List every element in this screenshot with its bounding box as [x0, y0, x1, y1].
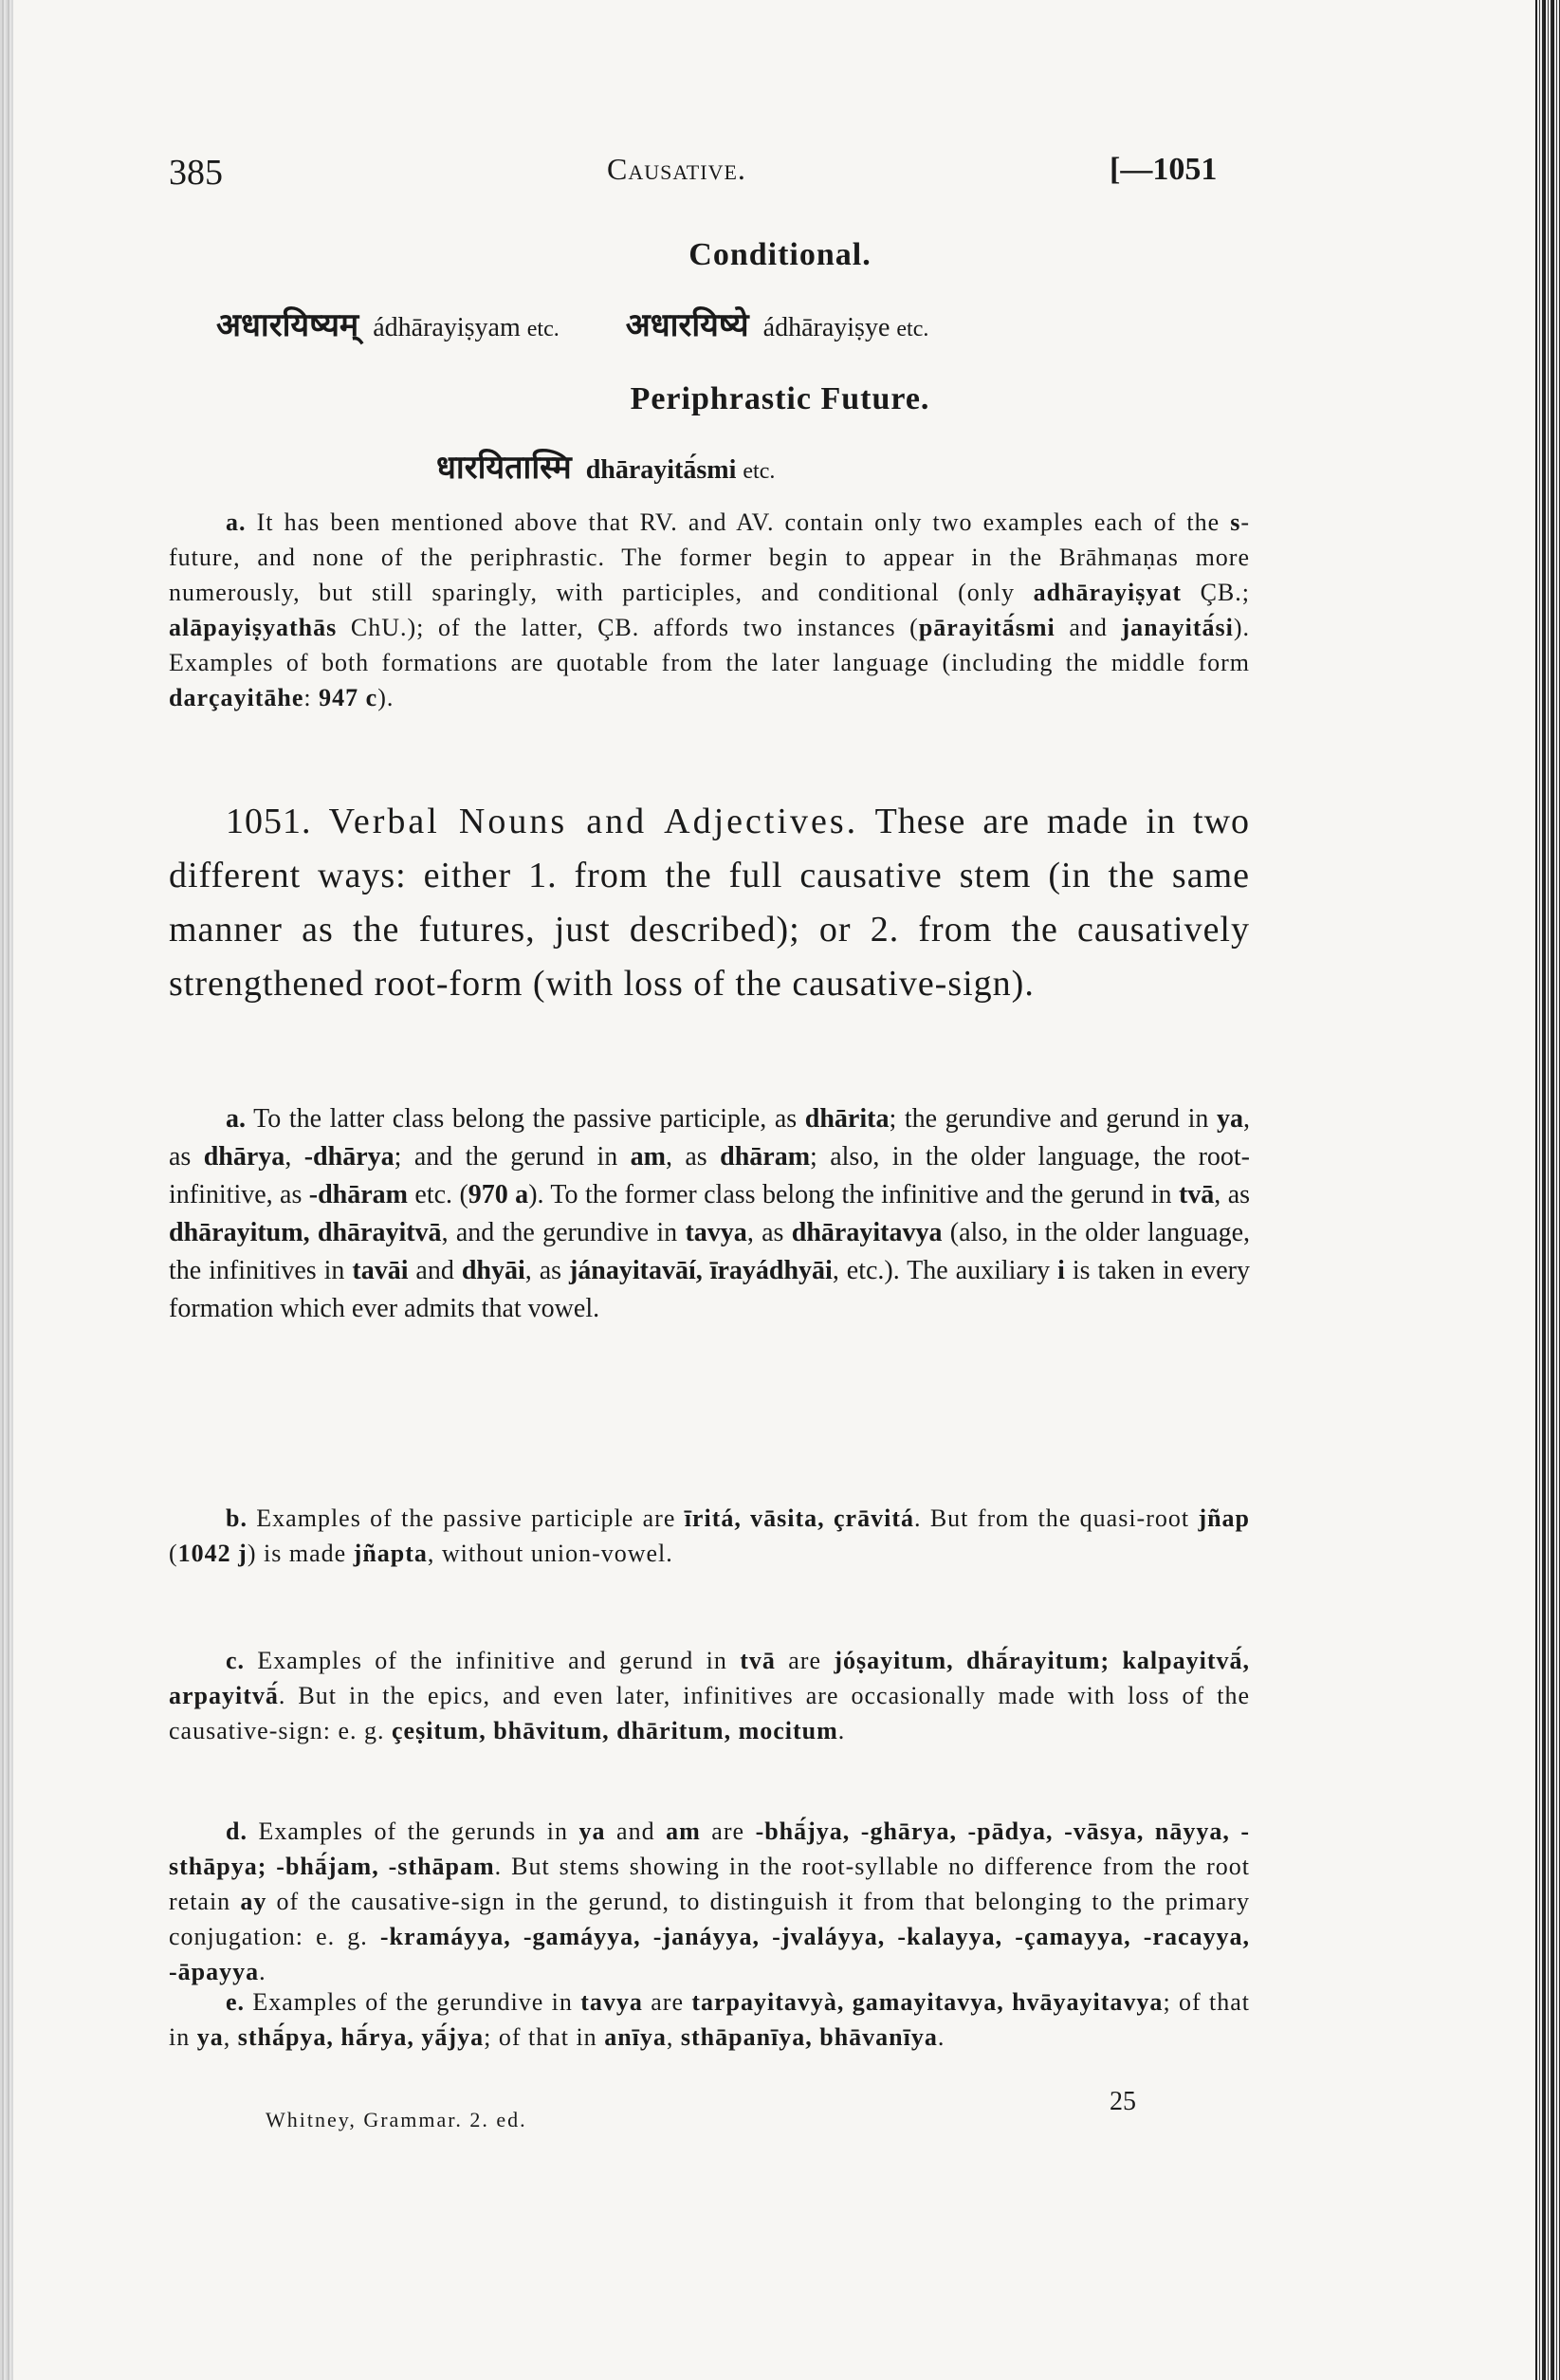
text: , — [223, 2023, 238, 2051]
paragraph-e — [169, 1984, 1250, 2055]
term: -kramáyya, -gamáyya, -janáyya, -jvaláyya, -kalayya, -çamayya, -racayya, -āpayya — [169, 1923, 1251, 1985]
paragraph-marker: d. — [226, 1817, 248, 1845]
text: (also, in the older language, the infinitives in — [169, 1218, 1251, 1285]
term: dhārita — [804, 1104, 890, 1134]
text: , as — [1214, 1180, 1251, 1209]
page-number: 385 — [169, 153, 223, 193]
text: . — [937, 2023, 945, 2051]
term: tavya — [685, 1218, 747, 1247]
term: dhārayitum, dhārayitvā — [169, 1218, 442, 1247]
term: janayitā́si — [1121, 614, 1234, 641]
paragraph-marker: a. — [226, 508, 247, 536]
text: . But stems showing in the root-syllable no difference from the root retain — [169, 1853, 1250, 1915]
text: , etc.). The auxiliary — [832, 1256, 1058, 1285]
text: , and the gerundive in — [441, 1218, 686, 1247]
paragraph-marker: b. — [226, 1504, 248, 1532]
scan-edge-right — [1535, 0, 1560, 2380]
term: am — [630, 1142, 666, 1172]
note-a-paragraph — [169, 505, 1250, 715]
section-1051-paragraph — [169, 795, 1250, 1011]
text: etc. ( — [408, 1180, 468, 1209]
etc-label: etc. — [743, 459, 776, 484]
paragraph-marker: c. — [226, 1647, 246, 1674]
term: ya — [1217, 1104, 1244, 1134]
text: are — [700, 1817, 756, 1845]
term: 1042 j — [177, 1540, 248, 1567]
term: çeṣitum, bhāvitum, dhāritum, mocitum — [392, 1717, 838, 1744]
term: -dhārya — [303, 1142, 395, 1172]
scan-edge-left — [0, 0, 13, 2380]
text: ( — [169, 1540, 178, 1567]
footer-imprint: Whitney, Grammar. 2. ed. — [266, 2108, 527, 2131]
text: and — [408, 1256, 462, 1285]
section-title: Verbal Nouns and Adjectives. — [328, 802, 859, 841]
term: jóṣayitum, dhā́rayitum; kalpayitvā́, arpayitvā́ — [169, 1647, 1250, 1709]
text: . But from the quasi-root — [913, 1504, 1199, 1532]
text: , as — [524, 1256, 569, 1285]
term: tvā — [1178, 1180, 1215, 1209]
text: ; of that in — [484, 2023, 605, 2051]
paragraph-a — [169, 1100, 1250, 1328]
text: ). To the former class belong the infinitive and the gerund in — [528, 1180, 1179, 1209]
term: dhārayitavya — [791, 1218, 943, 1247]
term: tavāi — [352, 1256, 409, 1285]
term: anīya — [604, 2023, 667, 2051]
term: pārayitā́smi — [918, 614, 1055, 641]
term: tarpayitavyà, gamayitavya, hvāyayitavya — [691, 1988, 1164, 2016]
text: ; also, in the older language, the root-infinitive, as — [169, 1142, 1250, 1209]
term: dhārya — [203, 1142, 285, 1172]
term: 970 a — [468, 1180, 529, 1209]
term: jánayitavāí, īrayádhyāi — [568, 1256, 833, 1285]
paragraph-d — [169, 1814, 1250, 1989]
devanagari-form: धारयितास्मि — [436, 449, 572, 487]
term: alāpayiṣyathās — [169, 614, 338, 641]
text: . — [837, 1717, 846, 1744]
text: of the causative-sign in the gerund, to distinguish it from that belonging to the primary conjugation: e. g. — [169, 1888, 1250, 1950]
text: , without union-vowel. — [427, 1540, 673, 1567]
text: , as — [665, 1142, 721, 1172]
conditional-form-2 — [626, 302, 929, 345]
etc-label: etc. — [896, 317, 929, 341]
text: ) is made — [247, 1540, 354, 1567]
transliteration: ádhārayiṣye — [762, 313, 890, 342]
text: -future, and none of the periphrastic. The former begin to appear in the Brāhmaṇas more numerously, but still sparingly, with participles, and conditional (only — [169, 508, 1251, 606]
term: īritá, vāsita, çrāvitá — [684, 1504, 914, 1532]
term: sthā́pya, hā́rya, yā́jya — [237, 2023, 485, 2051]
term: tvā — [740, 1647, 776, 1674]
text: and — [605, 1817, 667, 1845]
term: dhyāi — [461, 1256, 525, 1285]
text: , — [666, 2023, 681, 2051]
etc-label: etc. — [526, 317, 560, 341]
term: adhārayiṣyat — [1033, 579, 1183, 606]
term: -bhā́jya, -ghārya, -pādya, -vāsya, nāyya, -sthāpya; -bhā́jam, -sthāpam — [169, 1817, 1250, 1880]
conditional-form-1 — [216, 302, 560, 345]
text: To the latter class belong the passive participle, as — [246, 1104, 805, 1134]
devanagari-form: अधारयिष्यम् — [216, 306, 359, 344]
term: jñap — [1198, 1504, 1251, 1532]
text: ). Examples of both formations are quotable from the later language (including the middle form — [169, 614, 1250, 676]
text: ; the gerundive and gerund in — [889, 1104, 1218, 1134]
text: . — [259, 1958, 266, 1985]
term: jñapta — [353, 1540, 428, 1567]
term: tavya — [580, 1988, 643, 2016]
paragraph-marker: a. — [226, 1104, 246, 1134]
text: , as — [746, 1218, 792, 1247]
term: s — [1230, 508, 1241, 536]
conditional-forms — [216, 302, 1278, 345]
term: ya — [196, 2023, 224, 2051]
running-title: Causative. — [607, 152, 746, 186]
devanagari-form: अधारयिष्ये — [625, 306, 749, 344]
text: Examples of the gerunds in — [247, 1817, 579, 1845]
text: Examples of the infinitive and gerund in — [245, 1647, 741, 1674]
text: are — [642, 1988, 692, 2016]
transliteration: ádhārayiṣyam — [373, 313, 521, 342]
transliteration: dhārayitā́smi — [585, 455, 737, 485]
term: i — [1057, 1256, 1065, 1285]
term: ay — [240, 1888, 267, 1915]
text: ). — [377, 684, 395, 711]
text: , as — [169, 1104, 1251, 1172]
paragraph-c — [169, 1643, 1250, 1748]
text: It has been mentioned above that RV. and AV. contain only two examples each of the — [256, 508, 1231, 536]
section-text: These are made in two different ways: either 1. from the full causative stem (in the same manner as the futures, just described); or 2. from the causatively strengthened root-form (with loss of the causative-sign). — [169, 802, 1251, 1004]
section-number: 1051. — [226, 802, 312, 841]
text: : — [303, 684, 320, 711]
periphrastic-form — [436, 444, 775, 488]
term: 947 c — [319, 684, 378, 711]
term: dhāram — [720, 1142, 811, 1172]
text: and — [1055, 614, 1122, 641]
conditional-heading: Conditional. — [688, 237, 872, 272]
text: Examples of the passive participle are — [247, 1504, 685, 1532]
periphrastic-heading: Periphrastic Future. — [630, 381, 930, 416]
term: darçayitāhe — [169, 684, 304, 711]
term: am — [666, 1817, 701, 1845]
text: . But in the epics, and even later, infinitives are occasionally made with loss of the causative-sign: e. g. — [169, 1682, 1250, 1744]
text: ; and the gerund in — [394, 1142, 631, 1172]
text: Examples of the gerundive in — [245, 1988, 581, 2016]
term: sthāpanīya, bhāvanīya — [680, 2023, 938, 2051]
term: -dhāram — [308, 1180, 409, 1209]
text: are — [775, 1647, 835, 1674]
paragraph-b — [169, 1501, 1250, 1571]
text: ÇB.; — [1182, 579, 1250, 606]
text: ChU.); of the latter, ÇB. affords two instances ( — [337, 614, 919, 641]
signature-mark: 25 — [1110, 2087, 1136, 2116]
text: , — [284, 1142, 304, 1172]
text: is taken in every formation which ever admits that vowel. — [169, 1256, 1250, 1323]
paragraph-marker: e. — [226, 1988, 246, 2016]
text: ; of that in — [169, 1988, 1250, 2051]
term: ya — [578, 1817, 606, 1845]
section-reference: [—1051 — [1110, 152, 1218, 187]
